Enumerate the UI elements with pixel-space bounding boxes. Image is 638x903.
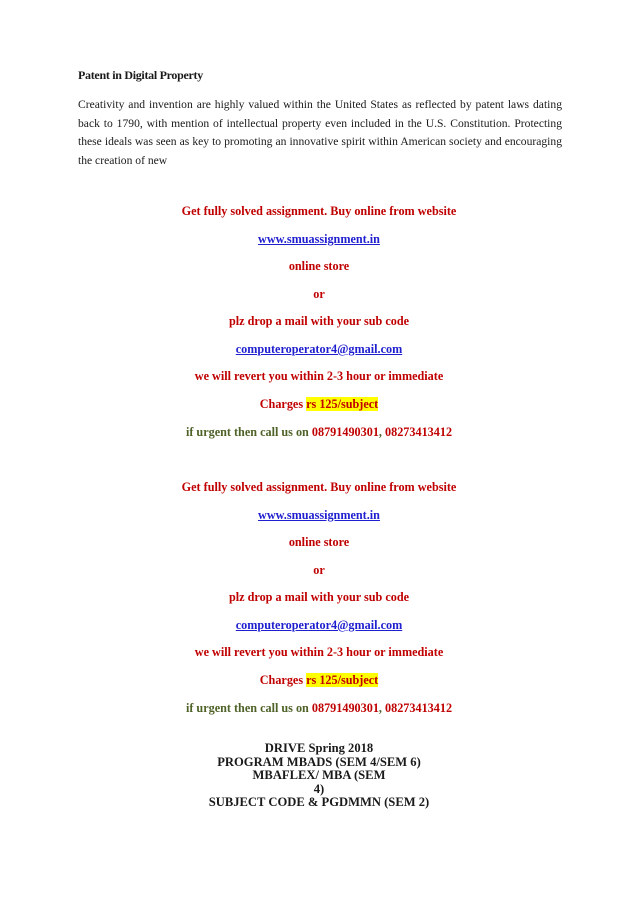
phone-number-1: 08791490301 xyxy=(311,701,379,715)
phone-separator: , xyxy=(378,425,382,439)
phone-number-2: 08273413412 xyxy=(385,701,453,715)
charges-label: Charges xyxy=(259,673,304,687)
urgent-prefix: if urgent then call us on xyxy=(185,701,309,715)
website-link[interactable]: www.smuassignment.in xyxy=(258,508,380,522)
phone-number-2: 08273413412 xyxy=(385,425,453,439)
ad-urgent-line xyxy=(0,425,638,440)
ad-drop-mail-text: plz drop a mail with your sub code xyxy=(228,590,410,604)
footer-block xyxy=(0,742,638,810)
ad-get-solved-text: Get fully solved assignment. Buy online from website xyxy=(181,204,457,218)
section-heading: Patent in Digital Property xyxy=(78,68,203,82)
email-link[interactable]: computeroperator4@gmail.com xyxy=(235,618,403,632)
ad-charges-line xyxy=(0,397,638,412)
email-link[interactable]: computeroperator4@gmail.com xyxy=(235,342,403,356)
phone-number-1: 08791490301 xyxy=(311,425,379,439)
ad-website-line xyxy=(0,232,638,247)
body-paragraph: Creativity and invention are highly valued within the United States as reflected by patent laws dating back to 1790, with mention of intellectual property even included in the U.S. Constitution. Protecting these ideals was seen as key to promoting an innovative spirit within American society and encouraging the creation of new xyxy=(78,98,562,167)
footer-subject-code: SUBJECT CODE & PGDMMN (SEM 2) xyxy=(208,795,430,810)
footer-drive: DRIVE Spring 2018 xyxy=(264,741,374,755)
ad-email-line xyxy=(0,342,638,357)
ad-revert-text: we will revert you within 2-3 hour or immediate xyxy=(194,369,444,383)
ad-or-text: or xyxy=(313,287,325,301)
ad-charges-line xyxy=(0,673,638,688)
ad-urgent-line xyxy=(0,701,638,716)
footer-sem: 4) xyxy=(313,781,325,796)
ad-online-store-text: online store xyxy=(288,259,350,273)
footer-mbaflex: MBAFLEX/ MBA (SEM xyxy=(252,768,386,783)
charges-label: Charges xyxy=(259,397,304,411)
ad-email-line xyxy=(0,618,638,633)
website-link[interactable]: www.smuassignment.in xyxy=(258,232,380,246)
ad-drop-mail-text: plz drop a mail with your sub code xyxy=(228,314,410,328)
ad-website-line xyxy=(0,508,638,523)
ad-get-solved-text: Get fully solved assignment. Buy online from website xyxy=(181,480,457,494)
ad-online-store-text: online store xyxy=(288,535,350,549)
ad-revert-text: we will revert you within 2-3 hour or immediate xyxy=(194,645,444,659)
charges-value: rs 125/subject xyxy=(306,397,379,411)
urgent-prefix: if urgent then call us on xyxy=(185,425,309,439)
footer-program: PROGRAM MBADS (SEM 4/SEM 6) xyxy=(217,754,421,769)
charges-value: rs 125/subject xyxy=(306,673,379,687)
phone-separator: , xyxy=(378,701,382,715)
ad-or-text: or xyxy=(313,563,325,577)
